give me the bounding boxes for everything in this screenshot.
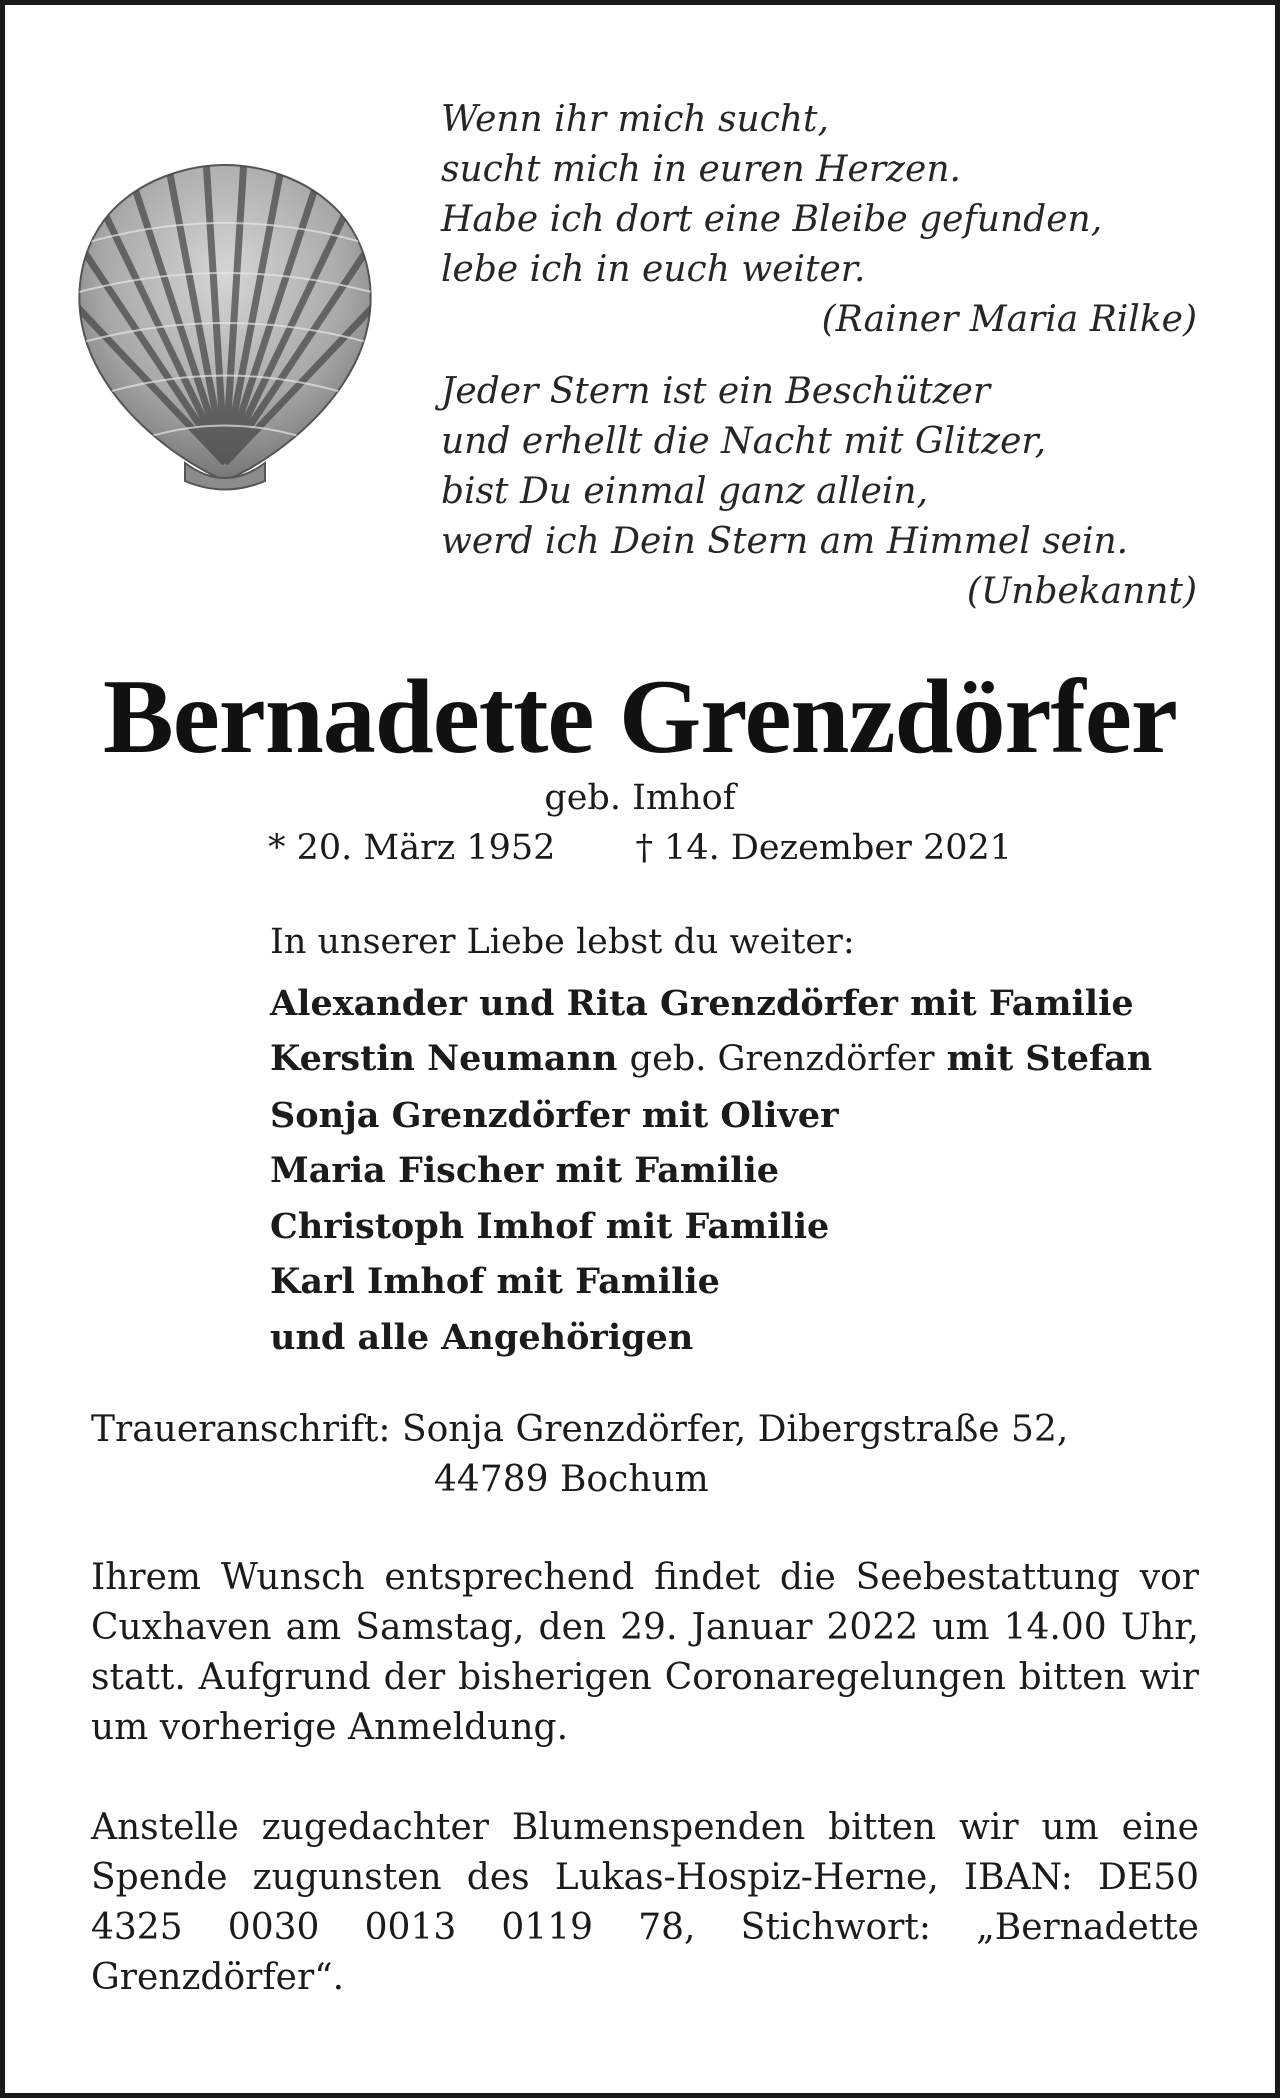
mourner-row: Sonja Grenzdörfer mit Oliver — [270, 1094, 839, 1136]
mourner-row — [270, 1031, 1230, 1088]
birth-name: geb. Imhof — [544, 778, 736, 818]
address-line-2: 44789 Bochum — [434, 1459, 709, 1500]
scallop-shell-icon — [65, 163, 385, 493]
mourners-intro: In unserer Liebe lebst du weiter: — [270, 922, 855, 962]
mourner-name: Kerstin Neumann — [270, 1038, 618, 1079]
poem-line: bist Du einmal ganz allein, — [441, 471, 929, 512]
mourners-list — [270, 915, 1230, 1365]
mourner-partner: mit Stefan — [946, 1038, 1153, 1079]
death-date: † 14. Dezember 2021 — [635, 828, 1013, 868]
poem-line: Habe ich dort eine Bleibe gefunden, — [441, 199, 1103, 240]
mourner-row: und alle Angehörigen — [270, 1316, 694, 1358]
mourner-row: Alexander und Rita Grenzdörfer mit Familie — [270, 982, 1134, 1024]
poem-unknown — [441, 367, 1197, 617]
mourning-address — [91, 1405, 1201, 1505]
poem-line: und erhellt die Nacht mit Glitzer, — [441, 421, 1047, 462]
birth-date: * 20. März 1952 — [267, 828, 556, 868]
address-line-1: Traueranschrift: Sonja Grenzdörfer, Dibergstraße 52, — [91, 1409, 1069, 1450]
poem-line: werd ich Dein Stern am Himmel sein. — [441, 521, 1129, 562]
mourner-birth-name: geb. Grenzdörfer — [629, 1039, 935, 1079]
funeral-info: Ihrem Wunsch entsprechend findet die Seebestattung vor Cuxhaven am Samstag, den 29. Januar 2022 um 14.00 Uhr, statt. Aufgrund der bisherigen Coronaregelungen bitten wir um vorherige Anmeldung. — [91, 1557, 1199, 1748]
poem-line: lebe ich in euch weiter. — [441, 249, 866, 290]
donation-info: Anstelle zugedachter Blumenspenden bitten wir um eine Spende zugunsten des Lukas-Hospiz-Herne, IBAN: DE50 4325 0030 0013 0119 78, Stichwort: „Bernadette Grenzdörfer“. — [91, 1807, 1199, 1998]
poem-line: Jeder Stern ist ein Beschützer — [441, 371, 991, 412]
mourner-row: Maria Fischer mit Familie — [270, 1150, 780, 1191]
poem-line: Wenn ihr mich sucht, — [441, 99, 829, 140]
mourner-row: Christoph Imhof mit Familie — [270, 1205, 830, 1247]
mourner-row: Karl Imhof mit Familie — [270, 1261, 720, 1302]
deceased-name: Bernadette Grenzdörfer — [103, 658, 1177, 775]
poems — [441, 95, 1197, 639]
poem-rilke — [441, 95, 1197, 345]
poem-author: (Unbekannt) — [966, 571, 1197, 612]
life-dates — [5, 825, 1275, 871]
poem-author: (Rainer Maria Rilke) — [821, 299, 1197, 340]
poem-line: sucht mich in euren Herzen. — [441, 149, 961, 190]
